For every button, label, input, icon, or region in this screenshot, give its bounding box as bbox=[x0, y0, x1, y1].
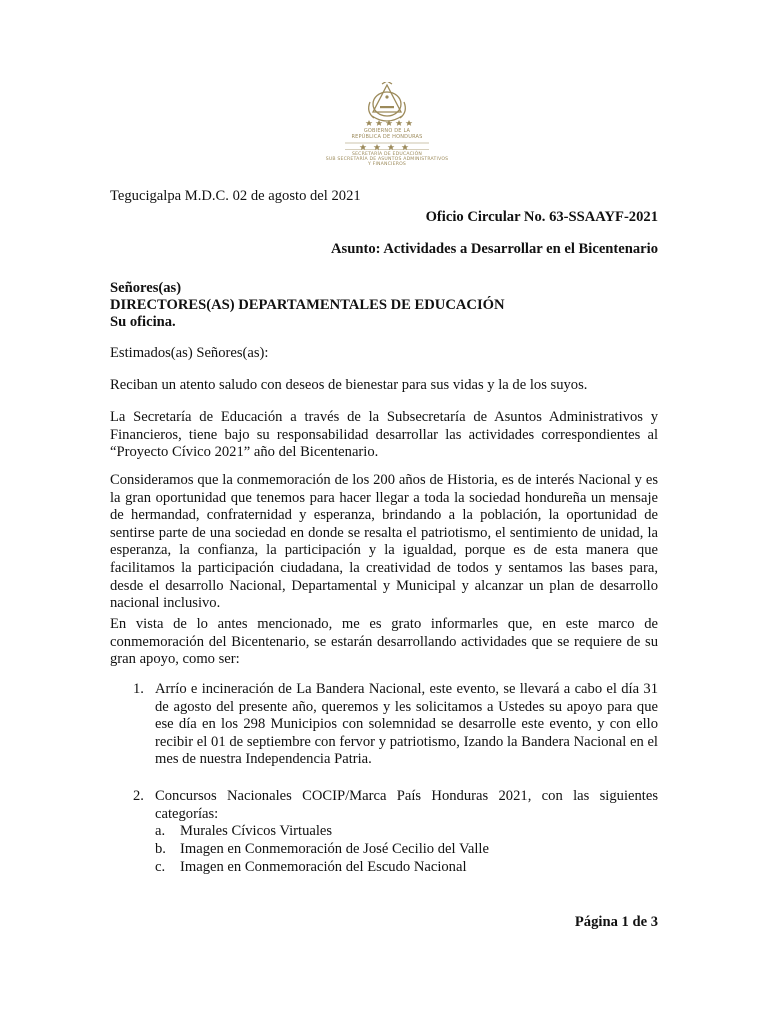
letterhead-logo bbox=[312, 82, 462, 177]
subitem-b-text: Imagen en Conmemoración de José Cecilio del Valle bbox=[180, 841, 489, 857]
honduras-coat-of-arms-icon bbox=[312, 82, 462, 130]
subitem-c-text: Imagen en Conmemoración del Escudo Nacional bbox=[180, 859, 467, 875]
list-item-1-text: Arrío e incineración de La Bandera Nacional, este evento, se llevará a cabo el día 31 de agosto del presente año, queremos y les solicitamos a Ustedes su apoyo para que ese día en los 298 Municipios con solemnidad se desarrolle este evento, y con ello recibir el 01 de septiembre con fervor y patriotismo, Izando la Bandera Nacional en el mes de nuestra Independencia Patria. bbox=[155, 681, 658, 768]
logo-line-republic: REPÚBLICA DE HONDURAS bbox=[351, 134, 423, 140]
paragraph-3: Consideramos que la conmemoración de los 200 años de Historia, es de interés Nacional y es la gran oportunidad que tenemos para hacer llegar a toda la sociedad hondureña un mensaje de hermandad, confraternidad y esperanza, brindando a la población, la oportunidad de sentirse parte de una sociedad en donde se resalta el patriotismo, el sentimiento de unidad, la esperanza, la confianza, la participación y la igualdad, porque es de esta manera que facilitamos la participación ciudadana, la creatividad de todos y sentamos las bases para, desde el desarrollo Nacional, Departamental y Municipal y alcanzar un plan de desarrollo nacional inclusivo. bbox=[110, 472, 658, 612]
list-item-2-number: 2. bbox=[133, 788, 144, 804]
paragraph-4: En vista de lo antes mencionado, me es grato informarles que, en este marco de conmemoración del Bicentenario, se estarán desarrollando actividades que se requiere de su gran apoyo, como ser: bbox=[110, 616, 658, 668]
logo-line-government: GOBIERNO DE LA bbox=[363, 128, 411, 134]
subitem-a-text: Murales Cívicos Virtuales bbox=[180, 823, 333, 839]
logo-stars-divider bbox=[345, 142, 429, 150]
greeting: Estimados(as) Señores(as): bbox=[110, 345, 269, 361]
paragraph-1: Reciban un atento saludo con deseos de bienestar para sus vidas y la de los suyos. bbox=[110, 377, 588, 393]
recipient-title: DIRECTORES(AS) DEPARTAMENTALES DE EDUCACIÓN bbox=[110, 297, 505, 313]
subitem-c-letter: c. bbox=[155, 859, 166, 875]
place-date: Tegucigalpa M.D.C. 02 de agosto del 2021 bbox=[110, 188, 361, 204]
subitem-b-letter: b. bbox=[155, 841, 166, 857]
page-number: Página 1 de 3 bbox=[574, 914, 658, 930]
recipient-office: Su oficina. bbox=[110, 314, 176, 330]
recipient-salutation: Señores(as) bbox=[110, 280, 182, 296]
circular-number: Oficio Circular No. 63-SSAAYF-2021 bbox=[425, 209, 658, 225]
subitem-a-letter: a. bbox=[155, 823, 166, 839]
subject-line: Asunto: Actividades a Desarrollar en el Bicentenario bbox=[331, 241, 658, 257]
paragraph-2: La Secretaría de Educación a través de la Subsecretaría de Asuntos Administrativos y Financieros, tiene bajo su responsabilidad desarrollar las actividades correspondientes al “Proyecto Cívico 2021” año del Bicentenario. bbox=[110, 409, 658, 461]
logo-line-subsecretariat: SUB SECRETARÍA DE ASUNTOS ADMINISTRATIVOS bbox=[325, 157, 449, 162]
logo-line-secretariat: SECRETARÍA DE EDUCACIÓN bbox=[351, 152, 423, 157]
list-item-2-text: Concursos Nacionales COCIP/Marca País Honduras 2021, con las siguientes categorías: bbox=[155, 788, 658, 822]
logo-line-financial: Y FINANCIEROS bbox=[367, 162, 407, 167]
list-item-1-number: 1. bbox=[133, 681, 144, 697]
